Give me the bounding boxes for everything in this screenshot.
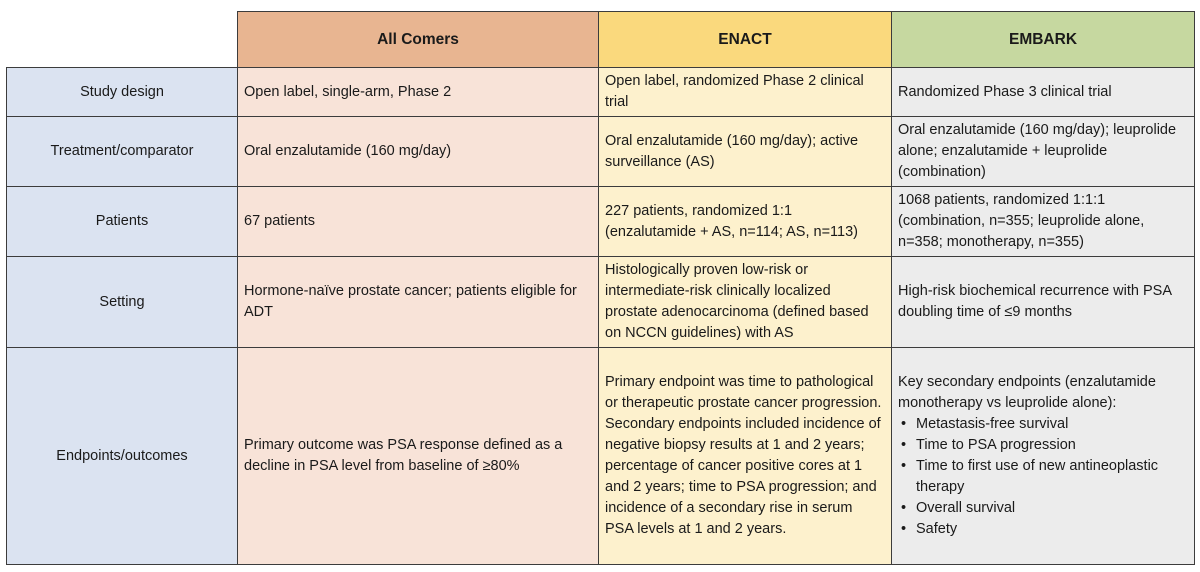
cell-all-comers: Primary outcome was PSA response defined as a decline in PSA level from baseline of ≥80%	[238, 348, 599, 565]
cell-enact: Histologically proven low-risk or intermediate-risk clinically localized prostate adenocarcinoma (defined based on NCCN guidelines) with AS	[599, 257, 892, 348]
list-item: • Safety	[916, 519, 1188, 540]
cell-embark: High-risk biochemical recurrence with PSA doubling time of ≤9 months	[892, 257, 1195, 348]
comparison-table	[6, 11, 1195, 565]
row-label-patients: Patients	[7, 187, 238, 257]
row-label-endpoints: Endpoints/outcomes	[7, 348, 238, 565]
row-label-setting: Setting	[7, 257, 238, 348]
table-row	[7, 257, 1195, 348]
cell-all-comers: 67 patients	[238, 187, 599, 257]
list-item: • Time to first use of new antineoplastic therapy	[916, 456, 1188, 498]
cell-embark	[892, 348, 1195, 565]
cell-enact: Open label, randomized Phase 2 clinical trial	[599, 68, 892, 117]
column-header-all-comers: All Comers	[238, 12, 599, 68]
column-header-embark: EMBARK	[892, 12, 1195, 68]
row-label-treatment: Treatment/comparator	[7, 117, 238, 187]
list-item: • Overall survival	[916, 498, 1188, 519]
cell-enact: Primary endpoint was time to pathological or therapeutic prostate cancer progression. Secondary endpoints included incidence of negative biopsy results at 1 and 2 years; percentage of cancer positive cores at 1 and 2 years; time to PSA progression; and incidence of a secondary rise in serum PSA levels at 1 and 2 years.	[599, 348, 892, 565]
cell-all-comers: Hormone-naïve prostate cancer; patients eligible for ADT	[238, 257, 599, 348]
cell-embark: Randomized Phase 3 clinical trial	[892, 68, 1195, 117]
endpoints-intro: Key secondary endpoints (enzalutamide monotherapy vs leuprolide alone):	[898, 374, 1156, 411]
cell-all-comers: Oral enzalutamide (160 mg/day)	[238, 117, 599, 187]
table-row	[7, 68, 1195, 117]
list-item: • Time to PSA progression	[916, 435, 1188, 456]
table-row	[7, 348, 1195, 565]
table-row	[7, 117, 1195, 187]
list-item: • Metastasis-free survival	[916, 414, 1188, 435]
column-header-enact: ENACT	[599, 12, 892, 68]
cell-embark: 1068 patients, randomized 1:1:1 (combination, n=355; leuprolide alone, n=358; monotherapy, n=355)	[892, 187, 1195, 257]
header-row	[7, 12, 1195, 68]
endpoints-list	[898, 414, 1188, 540]
corner-cell	[7, 12, 238, 68]
cell-all-comers: Open label, single-arm, Phase 2	[238, 68, 599, 117]
row-label-study-design: Study design	[7, 68, 238, 117]
cell-enact: Oral enzalutamide (160 mg/day); active surveillance (AS)	[599, 117, 892, 187]
table-row	[7, 187, 1195, 257]
cell-embark: Oral enzalutamide (160 mg/day); leuprolide alone; enzalutamide + leuprolide (combination)	[892, 117, 1195, 187]
cell-enact: 227 patients, randomized 1:1 (enzalutamide + AS, n=114; AS, n=113)	[599, 187, 892, 257]
